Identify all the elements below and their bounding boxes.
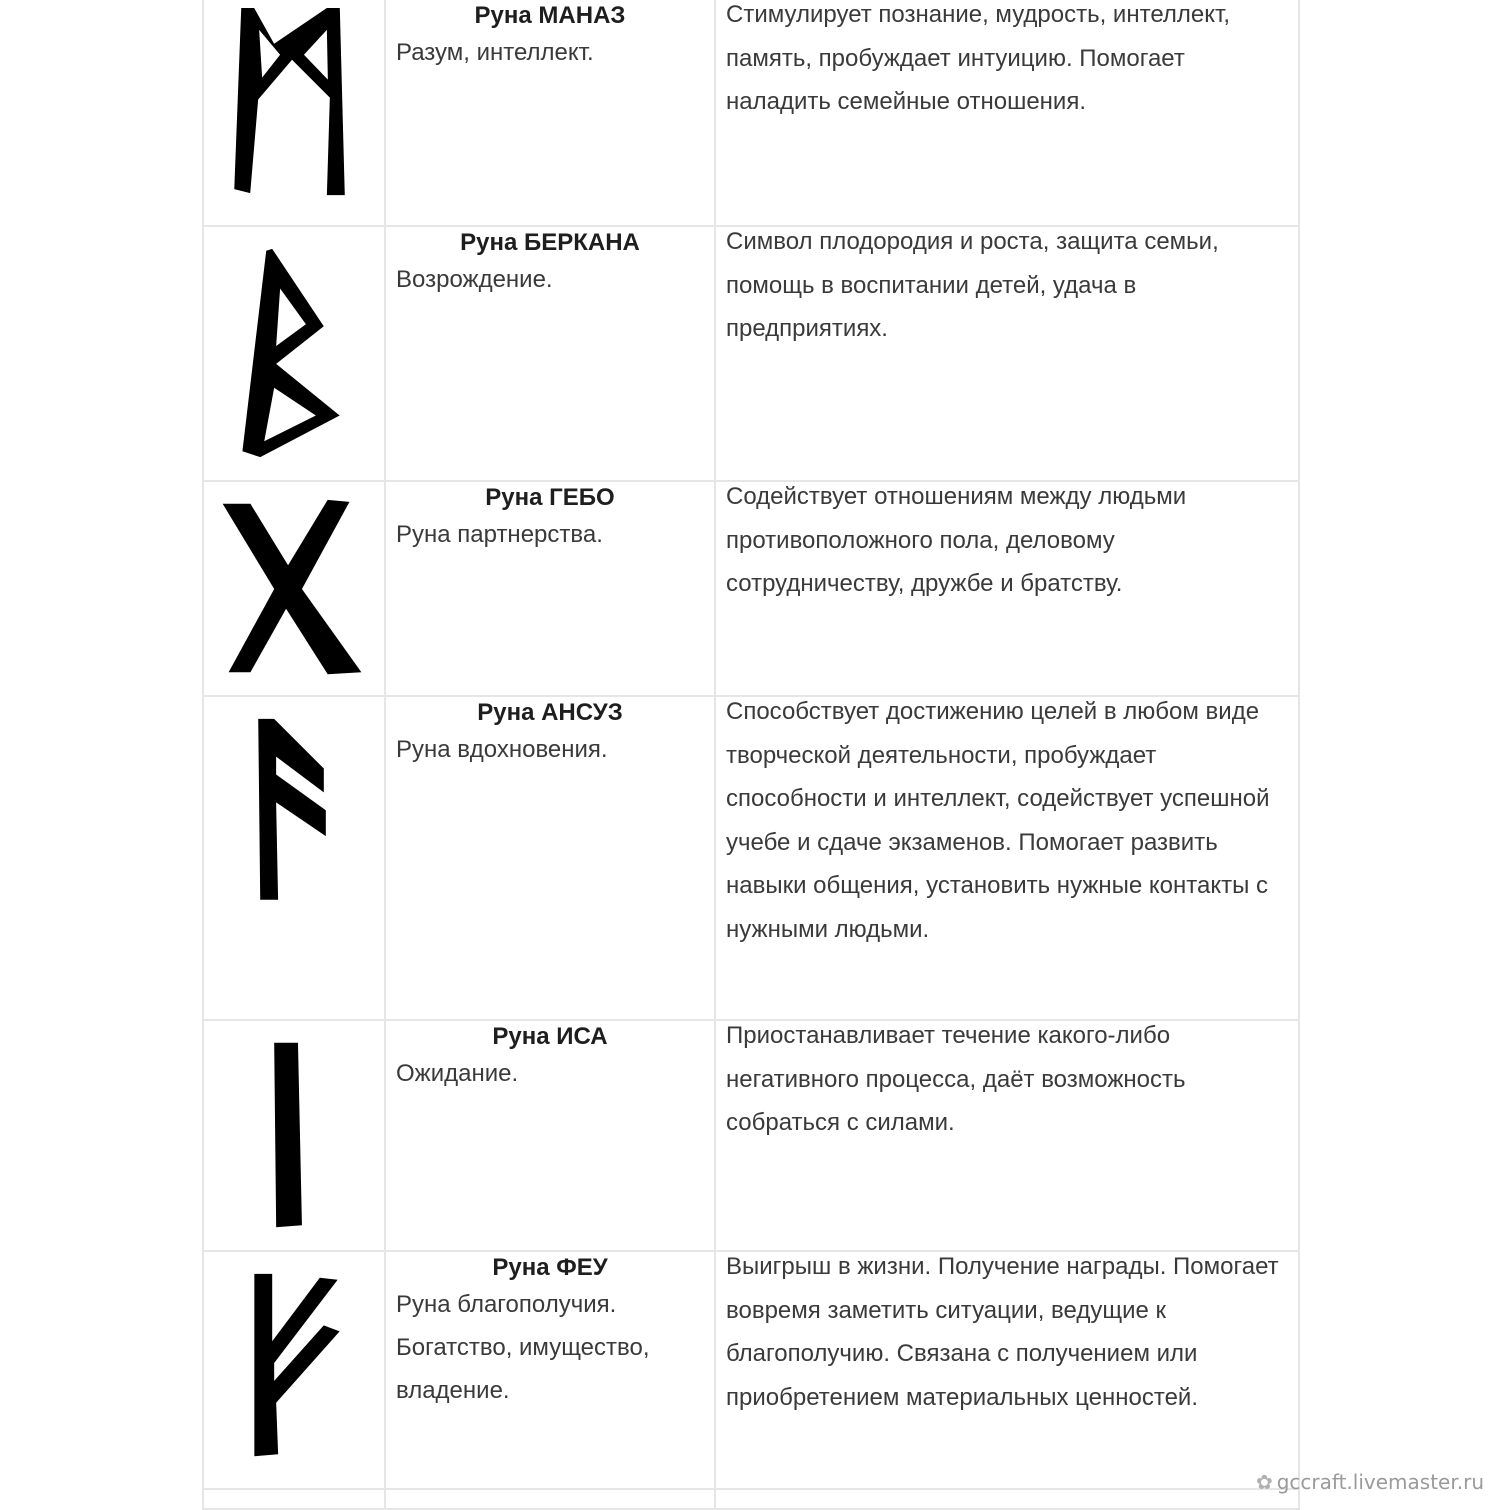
ansuz-rune-icon [204,697,386,1019]
description-cell [715,481,1299,696]
rune-description: Стимулирует познание, мудрость, интеллект, память, пробуждает интуицию. Помогает наладить семейные отношения. [726,1,1230,115]
runes-table [202,0,1300,1510]
gebo-rune-icon [204,482,386,695]
rune-meaning: Руна вдохновения. [396,736,608,763]
table-row [203,1251,1299,1489]
name-cell [385,1251,715,1489]
description-cell [715,1489,1299,1509]
glyph-cell [203,696,385,1020]
table-row [203,481,1299,696]
rune-title: Руна АНСУЗ [477,699,623,726]
name-cell [385,696,715,1020]
berkana-rune-icon [204,227,386,480]
name-cell [385,481,715,696]
description-cell [715,1251,1299,1489]
fehu-rune-icon [204,1252,386,1488]
table-row [203,1020,1299,1251]
rune-description: Способствует достижению целей в любом виде творческой деятельности, пробуждает способности и интеллект, содействует успешной учебе и сдаче экзаменов. Помогает развить навыки общения, установить нужные контакты с нужными людьми. [726,698,1270,943]
rune-meaning: Разум, интеллект. [396,39,594,66]
glyph-cell [203,1489,385,1509]
rune-meaning: Руна партнерства. [396,521,603,548]
rune-meaning: Руна благополучия. Богатство, имущество, владение. [396,1291,650,1404]
rune-meaning: Возрождение. [396,266,553,293]
rune-description: Содействует отношениям между людьми противоположного пола, деловому сотрудничеству, дружбе и братству. [726,483,1187,597]
gear-flower-icon: ✿ [1255,1470,1273,1494]
rune-title: Руна ГЕБО [485,484,615,511]
description-cell [715,0,1299,226]
table-row [203,0,1299,226]
mannaz-rune-icon [204,0,386,225]
rune-description: Приостанавливает течение какого-либо негативного процесса, даёт возможность собраться с силами. [726,1022,1186,1136]
rune-title: Руна ИСА [492,1023,608,1050]
name-cell [385,1020,715,1251]
table-row [203,1489,1299,1509]
glyph-cell [203,1020,385,1251]
name-cell [385,226,715,481]
name-cell [385,0,715,226]
glyph-cell [203,226,385,481]
glyph-cell [203,0,385,226]
table-row [203,226,1299,481]
glyph-cell [203,481,385,696]
rune-description: Выигрыш в жизни. Получение награды. Помогает вовремя заметить ситуации, ведущие к благополучию. Связана с получением или приобретением материальных ценностей. [726,1253,1279,1411]
isa-rune-icon [204,1021,386,1250]
rune-title: Руна ФЕУ [492,1254,608,1281]
rune-title: Руна МАНАЗ [474,2,626,29]
description-cell [715,1020,1299,1251]
description-cell [715,696,1299,1020]
rune-meaning: Ожидание. [396,1060,519,1087]
table-row [203,696,1299,1020]
name-cell [385,1489,715,1509]
watermark-text: gccraft.livemaster.ru [1276,1470,1484,1494]
rune-title: Руна БЕРКАНА [460,229,640,256]
rune-description: Символ плодородия и роста, защита семьи, помощь в воспитании детей, удача в предприятиях. [726,228,1219,342]
watermark [1256,1470,1484,1494]
glyph-cell [203,1251,385,1489]
description-cell [715,226,1299,481]
